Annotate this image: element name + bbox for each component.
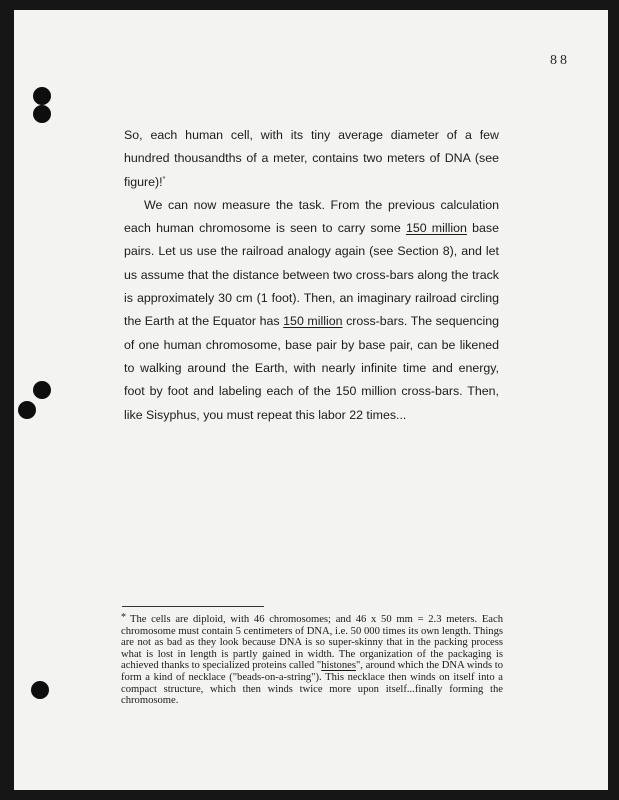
paragraph-2-text-3: cross-bars. The sequencing of one human chromosome, base pair by base pair, can be likened to walking around the Earth, with nearly infinite time and energy, foot by foot and labeling each of the 150 million cross-bars. Then, like Sisyphus, you must repeat this labor 22 times... xyxy=(124,314,499,422)
underlined-figure-2: 150 million xyxy=(283,314,343,329)
punch-hole-2a xyxy=(33,381,51,399)
body-text xyxy=(124,124,499,427)
footnote-histones: histones xyxy=(321,660,356,672)
footnote-mark: * xyxy=(121,612,126,623)
footnote-paragraph xyxy=(121,614,503,707)
footnote-divider xyxy=(122,606,264,607)
footnote-text-1: The cells are diploid, with 46 chromosomes; and 46 x 50 mm = 2.3 meters. Each chromosome must contain 5 centimeters of DNA, i.e. 50 000 times its own length. Things are not as bad as they look because DNA is so super-skinny that in the packing process what is lost in length is partly gained in width. The organization of the packaging is achieved thanks to specialized proteins called " xyxy=(121,614,503,672)
document-page xyxy=(14,10,608,790)
page-number: 88 xyxy=(550,53,570,68)
footnote-text-2: ", around which the DNA winds to form a kind of necklace ("beads-on-a-string"). This necklace then winds on itself into a compact structure, which then winds twice more upon itself...finally forming the chromosome. xyxy=(121,660,503,707)
paragraph-2 xyxy=(124,194,499,427)
punch-hole-1b xyxy=(33,105,51,123)
paragraph-1-text: So, each human cell, with its tiny average diameter of a few hundred thousandths of a meter, contains two meters of DNA (see figure)! xyxy=(124,128,499,189)
footnote xyxy=(121,614,503,707)
punch-hole-1a xyxy=(33,87,51,105)
paragraph-2-text-2: base pairs. Let us use the railroad analogy again (see Section 8), and let us assume that the distance between two cross-bars along the track is approximately 30 cm (1 foot). Then, an imaginary railroad circling the Earth at the Equator has xyxy=(124,221,500,329)
footnote-marker: * xyxy=(162,175,166,183)
paragraph-2-text-1: We can now measure the task. From the previous calculation each human chromosome is seen to carry some xyxy=(124,197,499,236)
paragraph-1 xyxy=(124,124,499,194)
punch-hole-3 xyxy=(31,681,49,699)
underlined-figure-1: 150 million xyxy=(405,221,467,236)
punch-hole-2b xyxy=(18,401,36,419)
